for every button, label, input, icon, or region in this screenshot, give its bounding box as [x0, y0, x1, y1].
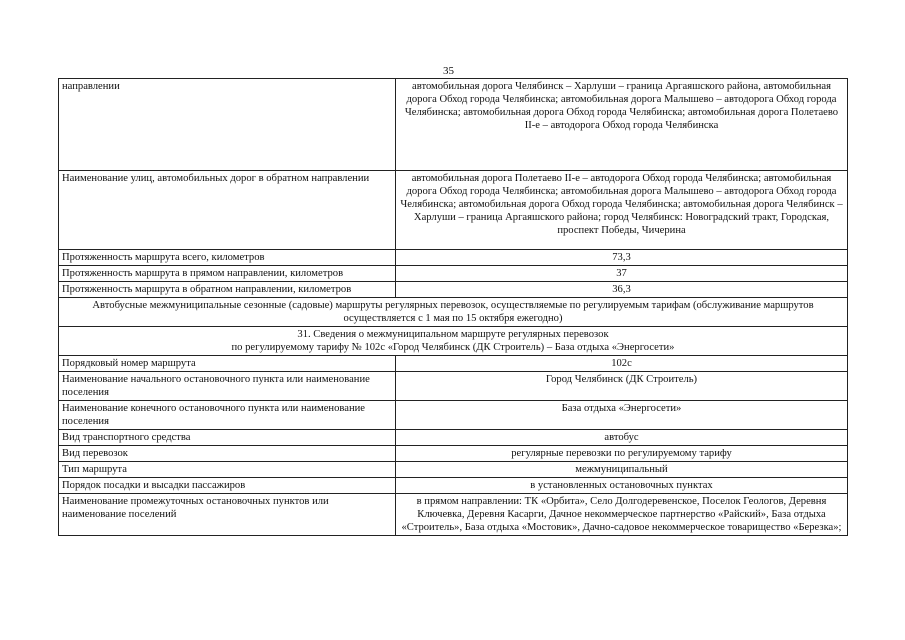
table-row [59, 478, 848, 494]
table-row [59, 266, 848, 282]
row-label: Наименование начального остановочного пункта или наименование поселения [59, 372, 396, 401]
row-value: автомобильная дорога Челябинск – Харлуши – граница Аргаяшского района, автомобильная дорога Обход города Челябинска; автомобильная дорога Малышево – автодорога Обход города Челябинска; автомобильная дорога Обход города Челябинска; автомобильная дорога Полетаево II-е – автодорога Обход города Челябинска [396, 79, 848, 171]
table-row [59, 171, 848, 250]
row-value: База отдыха «Энергосети» [396, 401, 848, 430]
table-row [59, 79, 848, 171]
row-value: 37 [396, 266, 848, 282]
row-label: Протяженность маршрута в обратном направлении, километров [59, 282, 396, 298]
row-value: в установленных остановочных пунктах [396, 478, 848, 494]
table-row [59, 356, 848, 372]
row-value: 36,3 [396, 282, 848, 298]
subsection-heading-row [59, 327, 848, 356]
page-number: 35 [443, 65, 454, 77]
row-label: Протяженность маршрута в прямом направлении, километров [59, 266, 396, 282]
row-label: Вид перевозок [59, 446, 396, 462]
row-value: Город Челябинск (ДК Строитель) [396, 372, 848, 401]
section-heading-row [59, 298, 848, 327]
row-label: Тип маршрута [59, 462, 396, 478]
table-row [59, 401, 848, 430]
table-row [59, 250, 848, 266]
table-row [59, 372, 848, 401]
subsection-heading-line2: по регулируемому тарифу № 102с «Город Челябинск (ДК Строитель) – База отдыха «Энергосети» [231, 342, 675, 353]
section-heading: Автобусные межмуниципальные сезонные (садовые) маршруты регулярных перевозок, осуществляемые по регулируемым тарифам (обслуживание маршрутов осуществляется с 1 мая по 15 октября ежегодно) [59, 298, 848, 327]
row-label: Наименование промежуточных остановочных пунктов или наименование поселений [59, 494, 396, 536]
row-label: Порядок посадки и высадки пассажиров [59, 478, 396, 494]
table-row [59, 446, 848, 462]
row-label: Порядковый номер маршрута [59, 356, 396, 372]
row-value: автомобильная дорога Полетаево II-е – автодорога Обход города Челябинска; автомобильная дорога Обход города Челябинска; автомобильная дорога Малышево – автодорога Обход города Челябинска; автомобильная дорога Обход города Челябинска; автомобильная дорога Челябинск – Харлуши – граница Аргаяшского района; город Челябинск: Новоградский тракт, Городская, проспект Победы, Чичерина [396, 171, 848, 250]
row-value: в прямом направлении: ТК «Орбита», Село Долгодеревенское, Поселок Геологов, Деревня Ключевка, Деревня Касарги, Дачное некоммерческое партнерство «Райский», База отдыха «Строитель», База отдыха «Мостовик», Дачно-садовое некоммерческое товарищество «Березка»; [396, 494, 848, 536]
table-row [59, 430, 848, 446]
row-label: Протяженность маршрута всего, километров [59, 250, 396, 266]
row-label: направлении [59, 79, 396, 171]
subsection-heading-line1: 31. Сведения о межмуниципальном маршруте регулярных перевозок [297, 329, 609, 340]
row-label: Вид транспортного средства [59, 430, 396, 446]
row-label: Наименование конечного остановочного пункта или наименование поселения [59, 401, 396, 430]
row-value: 102с [396, 356, 848, 372]
row-value: 73,3 [396, 250, 848, 266]
row-value: регулярные перевозки по регулируемому тарифу [396, 446, 848, 462]
subsection-heading [59, 327, 848, 356]
table-row [59, 462, 848, 478]
route-table [58, 78, 848, 536]
table-row [59, 494, 848, 536]
row-value: межмуниципальный [396, 462, 848, 478]
row-label: Наименование улиц, автомобильных дорог в обратном направлении [59, 171, 396, 250]
row-value: автобус [396, 430, 848, 446]
table-row [59, 282, 848, 298]
